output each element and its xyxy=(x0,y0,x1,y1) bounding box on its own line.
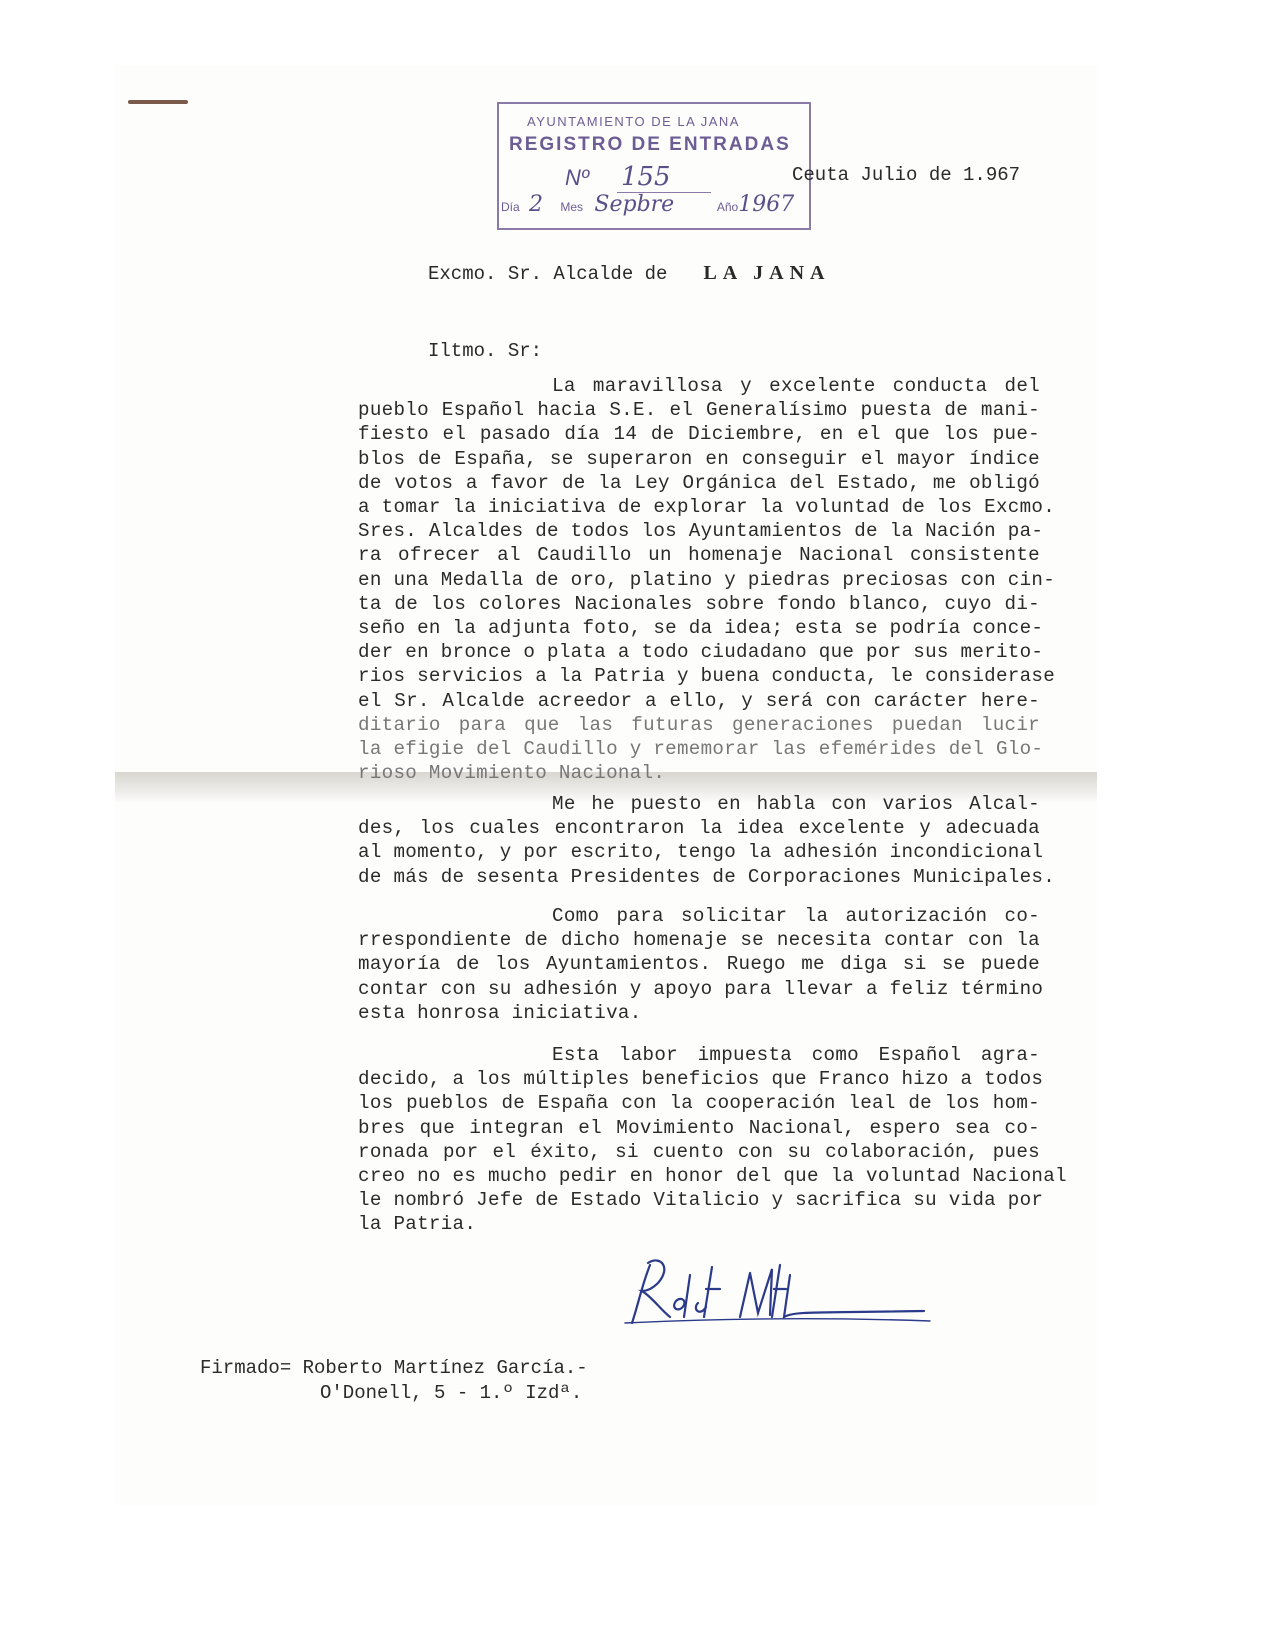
stamp-number: 155 xyxy=(617,162,711,193)
text-line: ra ofrecer al Caudillo un homenaje Nacional consistente xyxy=(358,544,1040,567)
text-line: de votos a favor de la Ley Orgánica del Estado, me obligó xyxy=(358,471,1040,494)
stamp-month: Sepbre xyxy=(594,192,675,217)
text-line: pueblo Español hacia S.E. el Generalísimo puesta de mani- xyxy=(358,399,1040,422)
stamp-date-row xyxy=(501,192,801,217)
text-line: Me he puesto en habla con varios Alcal- xyxy=(552,793,1040,815)
text-line: el Sr. Alcalde acreedor a ello, y será con carácter here- xyxy=(358,689,1040,712)
text-line: Sres. Alcaldes de todos los Ayuntamientos de la Nación pa- xyxy=(358,520,1044,543)
text-line: los pueblos de España con la cooperación leal de los hom- xyxy=(358,1092,1040,1115)
signed-label: Firmado= xyxy=(200,1357,292,1379)
stamp-year-label: Año xyxy=(716,200,739,214)
text-line: decido, a los múltiples beneficios que Franco hizo a todos xyxy=(358,1068,1044,1091)
text-line: en una Medalla de oro, platino y piedras preciosas con cin- xyxy=(358,568,1056,591)
text-line: seño en la adjunta foto, se da idea; esta se podría conce- xyxy=(358,617,1044,640)
text-line: fiesto el pasado día 14 de Diciembre, en el que los pue- xyxy=(358,423,1040,446)
letter-date: Ceuta Julio de 1.967 xyxy=(792,164,1021,186)
text-line: ronada por el éxito, si cuento con su colaboración, pues xyxy=(358,1140,1040,1163)
text-line: de más de sesenta Presidentes de Corporaciones Municipales. xyxy=(358,865,1056,888)
addressee-prefix: Excmo. Sr. Alcalde de xyxy=(428,263,668,285)
text-line: creo no es mucho pedir en honor del que la voluntad Nacional xyxy=(358,1165,1067,1188)
paragraph-1 xyxy=(358,374,1056,785)
paragraph-2 xyxy=(358,792,1056,889)
text-line: la Patria. xyxy=(358,1213,477,1236)
stamp-year: 1967 xyxy=(738,192,795,217)
signer-address: O'Donell, 5 - 1.º Izdª. xyxy=(320,1382,583,1404)
stamp-number-row xyxy=(565,162,711,192)
text-line: Como para solicitar la autorización co- xyxy=(552,905,1040,927)
text-line: des, los cuales encontraron la idea excelente y adecuada xyxy=(358,817,1040,840)
addressee xyxy=(428,262,830,285)
text-line: bres que integran el Movimiento Nacional, espero sea co- xyxy=(358,1116,1040,1139)
text-line: ditario para que las futuras generaciones puedan lucir xyxy=(358,713,1040,736)
text-line: blos de España, se superaron en conseguir el mayor índice xyxy=(358,447,1040,470)
text-line: le nombró Jefe de Estado Vitalicio y sacrifica su vida por xyxy=(358,1189,1044,1212)
paragraph-3 xyxy=(358,904,1044,1025)
signer-name: Roberto Martínez García.- xyxy=(302,1357,588,1379)
text-line: ta de los colores Nacionales sobre fondo blanco, cuyo di- xyxy=(358,592,1040,615)
greeting: Iltmo. Sr: xyxy=(428,340,543,362)
addressee-town: LA JANA xyxy=(703,262,831,284)
text-line: mayoría de los Ayuntamientos. Ruego me diga si se puede xyxy=(358,953,1040,976)
paragraph-4 xyxy=(358,1043,1067,1237)
stamp-title: REGISTRO DE ENTRADAS xyxy=(509,134,791,155)
pencil-mark xyxy=(128,100,188,104)
text-line: rioso Movimiento Nacional. xyxy=(358,762,666,785)
handwritten-signature xyxy=(620,1245,940,1340)
text-line: a tomar la iniciativa de explorar la voluntad de los Excmo. xyxy=(358,496,1056,519)
text-line: al momento, y por escrito, tengo la adhesión incondicional xyxy=(358,841,1044,864)
signature-block xyxy=(200,1356,588,1406)
text-line: contar con su adhesión y apoyo para llevar a feliz término xyxy=(358,977,1044,1000)
text-line: esta honrosa iniciativa. xyxy=(358,1001,642,1024)
stamp-month-label: Mes xyxy=(560,200,584,214)
stamp-town: AYUNTAMIENTO DE LA JANA xyxy=(527,114,740,129)
registry-stamp xyxy=(497,102,811,230)
text-line: la efigie del Caudillo y rememorar las efemérides del Glo- xyxy=(358,738,1044,761)
text-line: Esta labor impuesta como Español agra- xyxy=(552,1044,1040,1066)
text-line: rrespondiente de dicho homenaje se necesita contar con la xyxy=(358,929,1040,952)
text-line: La maravillosa y excelente conducta del xyxy=(552,375,1040,397)
stamp-day-label: Día xyxy=(501,200,520,214)
stamp-number-label: Nº xyxy=(565,165,589,190)
text-line: der en bronce o plata a todo ciudadano que por sus merito- xyxy=(358,641,1044,664)
text-line: rios servicios a la Patria y buena conducta, le considerase xyxy=(358,665,1056,688)
stamp-day: 2 xyxy=(529,192,544,217)
